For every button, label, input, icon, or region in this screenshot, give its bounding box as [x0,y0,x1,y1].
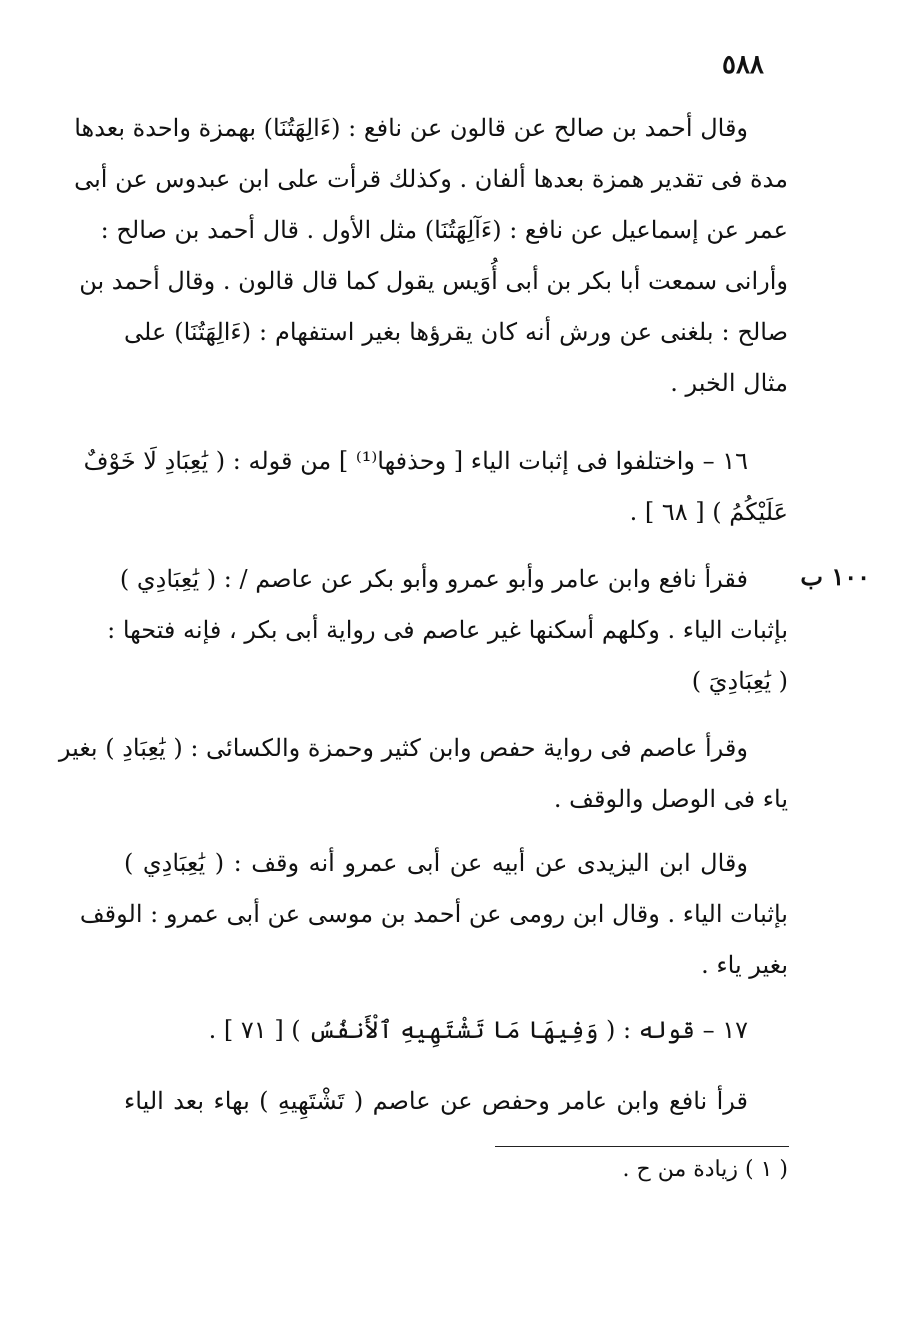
text-line: ١٧ – قوله : ( وَفِيهَا مَا تَشْتَهِيهِ ٱلْأَنفُسُ ) [ ٧١ ] . [208,1016,748,1044]
text-line: بإثبات الياء . وقال ابن رومى عن أحمد بن موسى عن أبى عمرو : الوقف [79,900,788,928]
paragraph-6 [124,1005,788,1056]
paragraph-4 [58,723,788,825]
text-line: ياء فى الوصل والوقف . [553,785,788,813]
page-number: ٥٨٨ [722,50,764,80]
text-line: ١٦ – واختلفوا فى إثبات الياء [ وحذفها⁽¹⁾ ] من قوله : ( يَٰعِبَادِ لَا خَوْفٌ [83,447,748,475]
paragraph-2 [83,436,788,538]
text-line: بغير ياء . [701,951,788,979]
paragraph-1 [74,103,788,409]
footnote-divider [495,1146,789,1147]
paragraph-7 [124,1076,788,1127]
text-line: وأرانى سمعت أبا بكر بن أبى أُوَيس يقول كما قال قالون . وقال أحمد بن [79,267,788,295]
text-line: وقرأ عاصم فى رواية حفص وابن كثير وحمزة والكسائى : ( يَٰعِبَادِ ) بغير [58,734,748,762]
text-line: فقرأ نافع وابن عامر وأبو عمرو وأبو بكر عن عاصم / : ( يَٰعِبَادِي ) [119,565,748,593]
text-line: بإثبات الياء . وكلهم أسكنها غير عاصم فى رواية أبى بكر ، فإنه فتحها : [107,616,788,644]
text-line: وقال أحمد بن صالح عن قالون عن نافع : (ءَالِهَتُنَا) بهمزة واحدة بعدها [74,114,748,142]
text-line: ( يَٰعِبَادِيَ ) [691,667,788,695]
paragraph-3 [107,554,788,707]
footnote: ( ١ ) زيادة من ح . [622,1157,788,1182]
text-line: مثال الخبر . [670,369,788,397]
text-line: قرأ نافع وابن عامر وحفص عن عاصم ( تَشْتَهِيهِ ) بهاء بعد الياء [124,1087,748,1115]
text-line: عمر عن إسماعيل عن نافع : (ءَآلِهَتُنَا) مثل الأول . قال أحمد بن صالح : [100,216,788,244]
text-line: عَلَيْكُمُ ) [ ٦٨ ] . [629,498,788,526]
text-line: صالح : بلغنى عن ورش أنه كان يقرؤها بغير استفهام : (ءَالِهَتُنَا) على [124,318,788,346]
text-line: مدة فى تقدير همزة بعدها ألفان . وكذلك قرأت على ابن عبدوس عن أبى [74,165,788,193]
paragraph-5 [79,838,788,991]
margin-folio-note: ١٠٠ ب [800,562,870,591]
text-line: وقال ابن اليزيدى عن أبيه عن أبى عمرو أنه وقف : ( يَٰعِبَادِي ) [124,849,748,877]
